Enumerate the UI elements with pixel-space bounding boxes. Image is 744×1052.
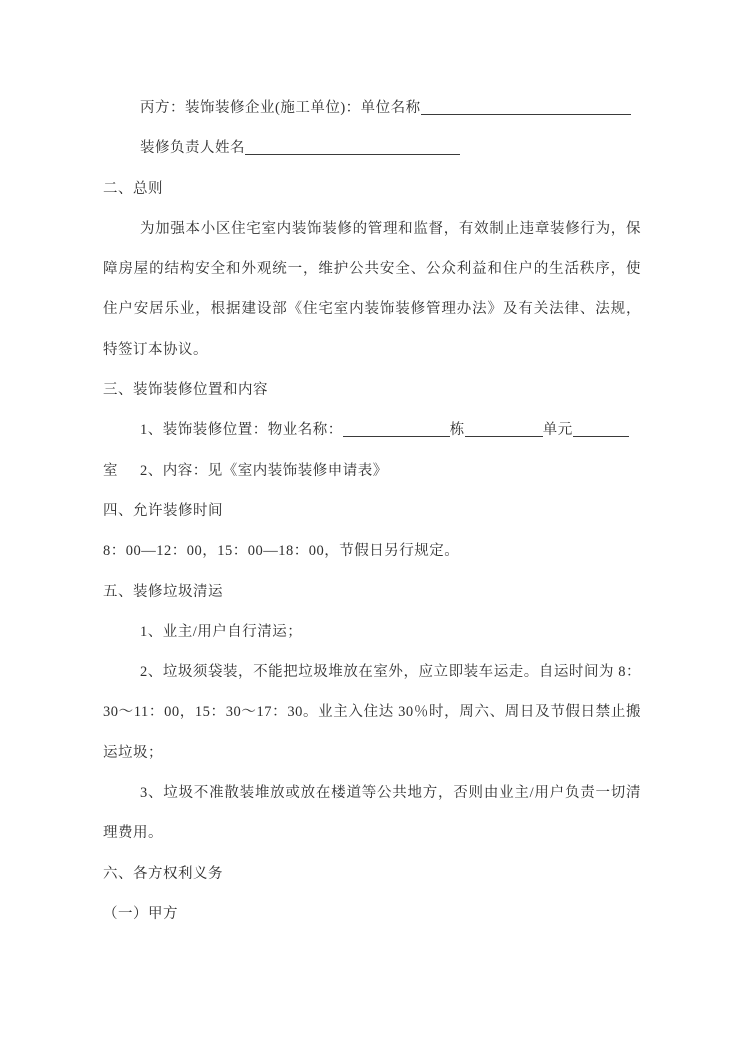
- renovation-manager-line: [103, 128, 641, 168]
- garbage-item-1: 1、业主/用户自行清运；: [140, 623, 303, 640]
- room-label: 室: [103, 462, 118, 479]
- section-5-heading: 五、装修垃圾清运: [103, 583, 223, 600]
- building-number-blank: [465, 434, 543, 437]
- section-6-heading: 六、各方权利义务: [103, 865, 223, 882]
- document-content: [103, 88, 641, 934]
- garbage-item-2-line-3: 运垃圾；: [103, 744, 163, 761]
- section-2-paragraph-line-2: 障房屋的结构安全和外观统一，维护公共安全、公众利益和住户的生活秩序，使: [103, 261, 641, 278]
- garbage-item-3-line-2: 理费用。: [103, 825, 163, 842]
- garbage-item-2-line-1: 2、垃圾须袋装，不能把垃圾堆放在室外，应立即装车运走。自运时间为 8：: [140, 664, 641, 681]
- company-name-blank: [421, 112, 631, 115]
- manager-text: 装修负责人姓名: [140, 140, 245, 157]
- section-2-heading: 二、总则: [103, 180, 163, 197]
- section-3-heading: 三、装饰装修位置和内容: [103, 382, 268, 399]
- party-a-subheading: （一）甲方: [103, 905, 178, 922]
- section-2-paragraph-line-3: 住户安居乐业，根据建设部《住宅室内装饰装修管理办法》及有关法律、法规，: [103, 301, 641, 318]
- section-4-heading: 四、允许装修时间: [103, 502, 223, 519]
- unit-label: 单元: [542, 422, 573, 439]
- garbage-item-2-line-2: 30～11：00，15：30～17：30。业主入住达 30％时，周六、周日及节假日禁止搬: [103, 704, 641, 721]
- property-name-blank: [343, 434, 450, 437]
- allowed-time-line: 8：00—12：00，15：00—18：00，节假日另行规定。: [103, 543, 460, 560]
- party-c-text: 丙方：装饰装修企业(施工单位)：单位名称: [140, 100, 421, 116]
- building-label: 栋: [449, 422, 465, 439]
- unit-number-blank: [573, 434, 629, 437]
- garbage-item-3-line-1: 3、垃圾不准散装堆放或放在楼道等公共地方，否则由业主/用户负责一切清: [140, 785, 641, 802]
- manager-name-blank: [245, 152, 460, 155]
- content-reference-line: 2、内容：见《室内装饰装修申请表》: [140, 462, 388, 479]
- party-c-line: [103, 88, 641, 128]
- section-2-paragraph-line-1: 为加强本小区住宅室内装饰装修的管理和监督，有效制止违章装修行为，保: [140, 220, 641, 237]
- section-2-paragraph-line-4: 特签订本协议。: [103, 341, 208, 358]
- location-prefix-text: 1、装饰装修位置：物业名称：: [140, 422, 343, 439]
